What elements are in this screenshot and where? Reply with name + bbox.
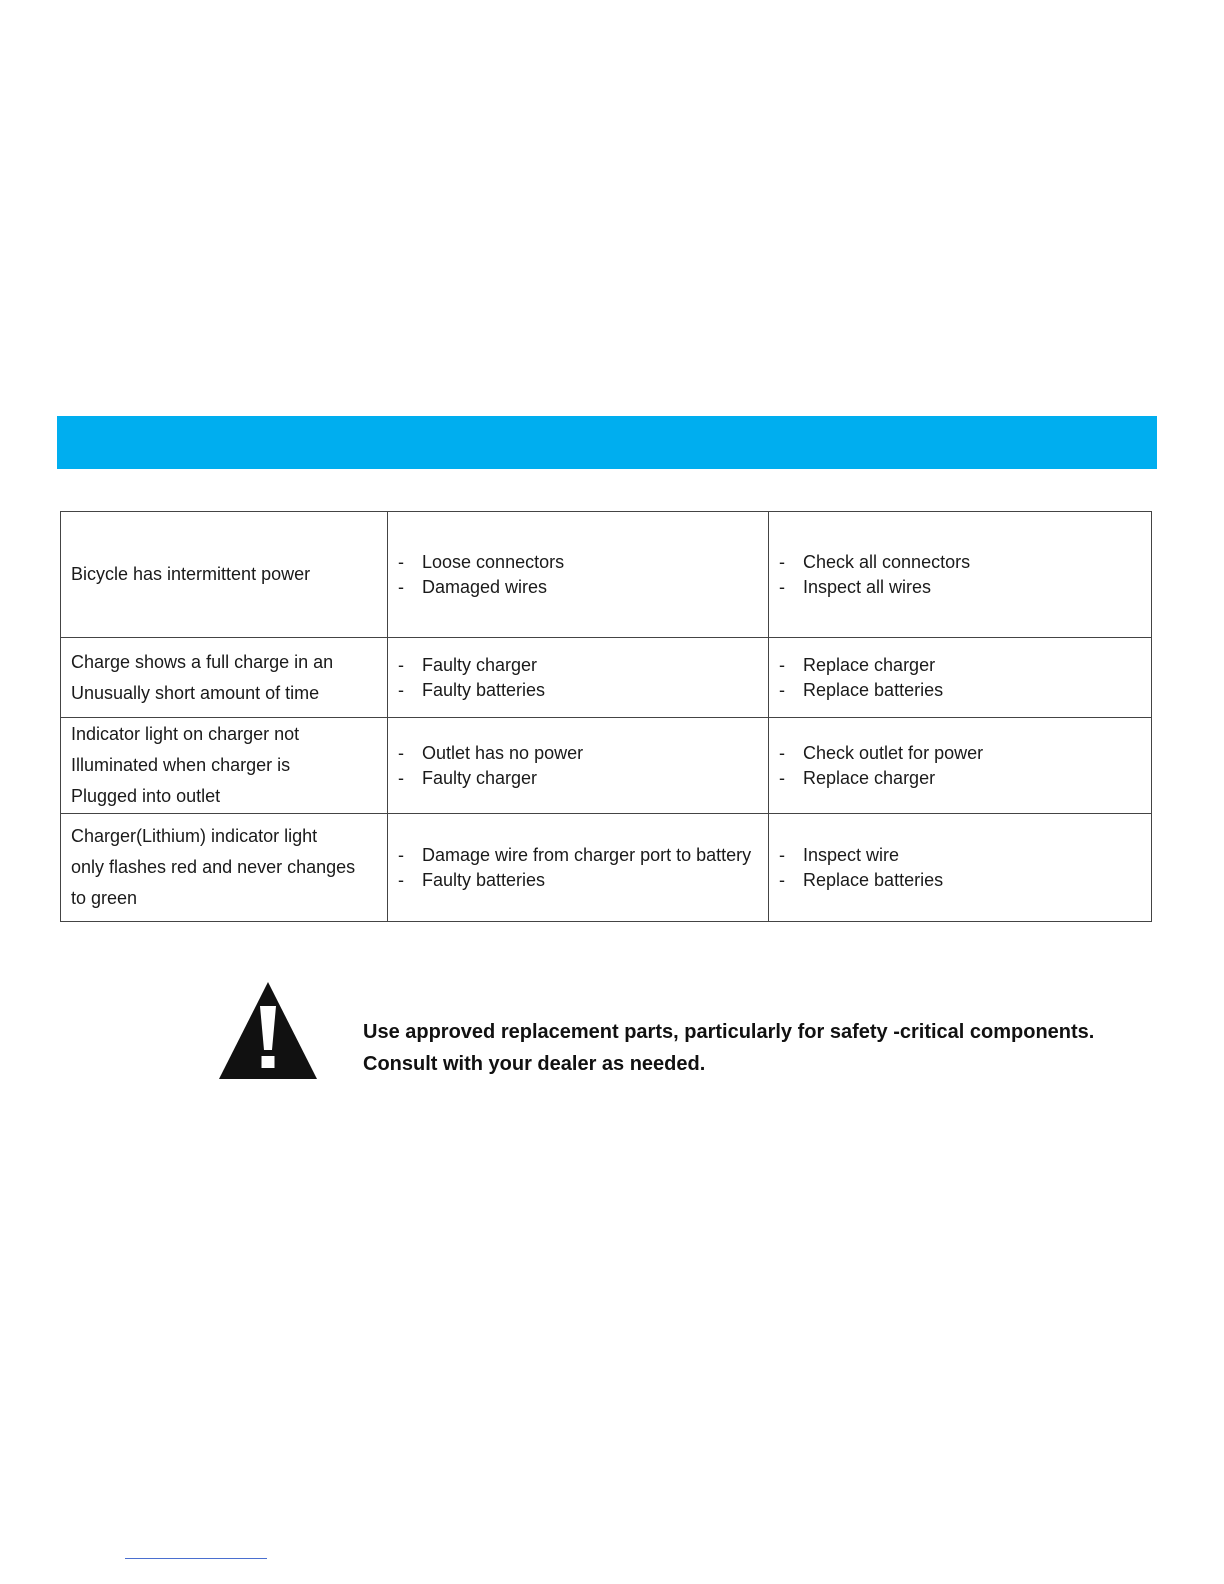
symptom-line: Indicator light on charger not xyxy=(71,724,300,744)
troubleshooting-table xyxy=(60,511,1152,922)
cause-cell xyxy=(388,814,769,922)
warning-message xyxy=(363,1016,1094,1080)
solution-list xyxy=(779,653,1141,703)
cause-cell xyxy=(388,638,769,718)
list-item: - Damaged wires xyxy=(398,575,758,600)
table-row xyxy=(61,718,1152,814)
warning-line-2: Consult with your dealer as needed. xyxy=(363,1053,706,1075)
symptom-line: only flashes red and never changes xyxy=(71,857,356,877)
symptom-line: Bicycle has intermittent power xyxy=(71,564,311,584)
solution-cell xyxy=(769,718,1152,814)
list-item: - Faulty batteries xyxy=(398,678,758,703)
symptom-line: Unusually short amount of time xyxy=(71,682,320,703)
solution-list xyxy=(779,741,1141,791)
exclamation-dot xyxy=(262,1056,275,1068)
symptom-line: Plugged into outlet xyxy=(71,786,221,806)
warning-triangle-icon xyxy=(218,980,318,1080)
symptom-cell xyxy=(61,512,388,638)
table-row xyxy=(61,638,1152,718)
footer-rule xyxy=(125,1558,267,1559)
table-row xyxy=(61,814,1152,922)
list-item: - Check all connectors xyxy=(779,550,1141,575)
solution-cell xyxy=(769,512,1152,638)
solution-list xyxy=(779,550,1141,600)
symptom-cell xyxy=(61,718,388,814)
list-item: - Outlet has no power xyxy=(398,741,758,766)
safety-warning xyxy=(218,980,1118,1082)
list-item: - Inspect wire xyxy=(779,843,1141,868)
symptom-cell xyxy=(61,814,388,922)
list-item: - Damage wire from charger port to battery xyxy=(398,843,758,868)
list-item: - Faulty charger xyxy=(398,766,758,791)
cause-list xyxy=(398,741,758,791)
table-row xyxy=(61,512,1152,638)
symptom-line: Charge shows a full charge in an xyxy=(71,651,334,672)
symptom-line: to green xyxy=(71,888,138,908)
list-item: - Replace charger xyxy=(779,653,1141,678)
cause-list xyxy=(398,653,758,703)
list-item: - Replace batteries xyxy=(779,868,1141,893)
list-item: - Loose connectors xyxy=(398,550,758,575)
list-item: - Inspect all wires xyxy=(779,575,1141,600)
cause-cell xyxy=(388,718,769,814)
warning-line-1: Use approved replacement parts, particularly for safety -critical components. xyxy=(363,1021,1095,1043)
cause-list xyxy=(398,550,758,600)
solution-cell xyxy=(769,814,1152,922)
cause-list xyxy=(398,843,758,893)
solution-cell xyxy=(769,638,1152,718)
cause-cell xyxy=(388,512,769,638)
symptom-line: Illuminated when charger is xyxy=(71,755,291,775)
symptom-cell xyxy=(61,638,388,718)
list-item: - Faulty batteries xyxy=(398,868,758,893)
solution-list xyxy=(779,843,1141,893)
list-item: - Check outlet for power xyxy=(779,741,1141,766)
list-item: - Replace batteries xyxy=(779,678,1141,703)
section-header-banner xyxy=(57,416,1157,469)
symptom-line: Charger(Lithium) indicator light xyxy=(71,826,318,846)
list-item: - Faulty charger xyxy=(398,653,758,678)
list-item: - Replace charger xyxy=(779,766,1141,791)
